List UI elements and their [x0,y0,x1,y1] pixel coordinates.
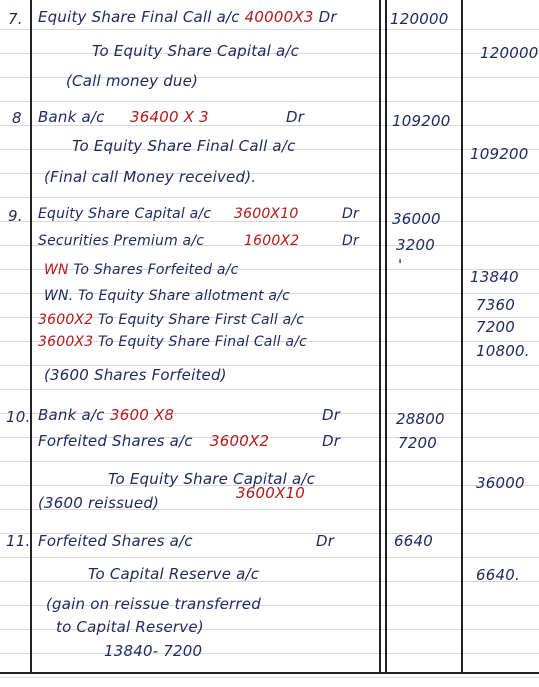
calculation-text: 40000X3 [244,8,314,26]
entry-number: 11. [6,532,31,550]
calculation-text: 1600X2 [244,233,300,249]
debit-marker: Dr [316,532,335,550]
account-text: Securities Premium a/c [38,233,205,249]
account-text: Equity Share Final Call a/c [38,8,240,26]
particulars-line [38,233,374,249]
narration: (3600 reissued) [38,494,160,512]
debit-amount: 7200 [398,434,437,452]
credit-amount: 109200 [470,145,529,163]
particulars-line [38,406,374,424]
narration: (3600 Shares Forfeited) [44,366,227,384]
particulars-line [38,484,374,512]
debit-marker: Dr [286,108,305,126]
bottom-line [0,672,539,674]
debit-marker: Dr [322,406,341,424]
debit-marker: Dr [342,233,359,249]
debit-amount: 28800 [396,410,445,428]
particulars-line: To Equity Share Capital a/c [108,470,316,488]
particulars-line [38,108,374,126]
account-text: Bank a/c [38,406,105,424]
debit-amount: 36000 [392,210,441,228]
tick-mark: ' [398,256,403,274]
account-text: To Equity Share Final Call a/c [97,334,308,350]
credit-amount: 120000 [480,44,539,62]
debit-amount: 109200 [392,112,451,130]
particulars-line [38,312,304,328]
left-margin-line [30,0,32,672]
calculation-text: 36400 X 3 [130,108,209,126]
account-text: To Shares Forfeited a/c [73,262,239,278]
calculation-text: 3600X2 [210,432,270,450]
account-text: Bank a/c [38,108,105,126]
calculation-text: 3600X2 [38,312,94,328]
account-text: To Equity Share First Call a/c [97,312,305,328]
debit-amount: 3200 [396,236,435,254]
particulars-line [38,432,374,450]
credit-column-line [461,0,463,672]
credit-amount: 7200 [476,318,515,336]
particulars-line [44,262,239,278]
entry-number: 7. [8,10,23,28]
narration: to Capital Reserve) [56,618,204,636]
calculation-text: 3600X10 [234,206,299,222]
account-text: Forfeited Shares a/c [38,532,193,550]
particulars-line [38,532,374,550]
calculation-text: 3600X10 [236,484,305,502]
entry-number: 10. [6,408,31,426]
debit-marker: Dr [322,432,341,450]
working-note-marker: WN [44,262,69,278]
debit-column-line [379,0,381,672]
credit-amount: 10800. [476,342,530,360]
particulars-line [38,206,374,222]
narration: (Final call Money received). [44,168,257,186]
particulars-line: To Equity Share Capital a/c [92,42,300,60]
particulars-line: To Capital Reserve a/c [88,565,260,583]
calculation-text: 13840- 7200 [104,642,203,660]
credit-amount: 6640. [476,566,520,584]
particulars-line: To Equity Share Final Call a/c [72,137,296,155]
entry-number: 9. [8,207,23,225]
debit-marker: Dr [318,8,337,26]
debit-amount: 6640 [394,532,433,550]
narration: (Call money due) [66,72,199,90]
account-text: Forfeited Shares a/c [38,432,193,450]
account-text: Equity Share Capital a/c [38,206,212,222]
calculation-text: 3600 X8 [110,406,175,424]
credit-amount: 36000 [476,474,525,492]
entry-number: 8 [12,109,22,127]
debit-amount: 120000 [390,10,449,28]
particulars-line [38,334,307,350]
credit-amount: 7360 [476,296,515,314]
particulars-line [38,8,337,26]
particulars-line: WN. To Equity Share allotment a/c [44,288,291,304]
narration: (gain on reissue transferred [46,595,261,613]
debit-column-line-2 [385,0,387,672]
debit-marker: Dr [342,206,359,222]
calculation-text: 3600X3 [38,334,94,350]
credit-amount: 13840 [470,268,519,286]
